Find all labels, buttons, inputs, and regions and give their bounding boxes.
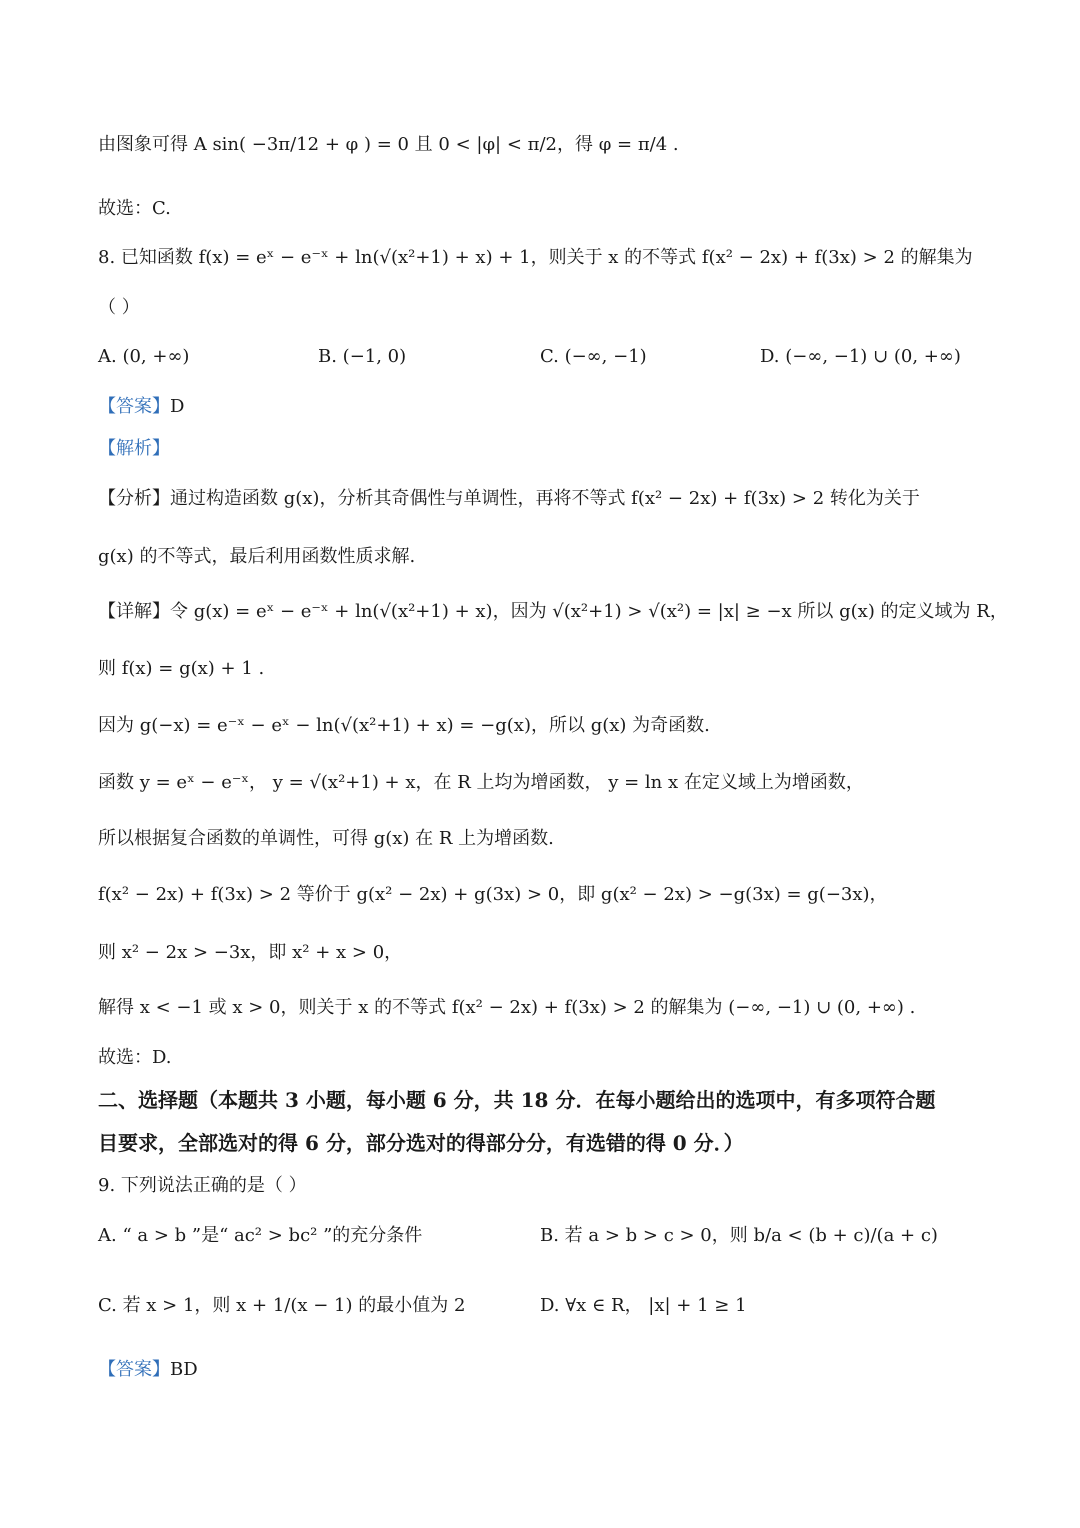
section2-heading-line1: 二、选择题（本题共 3 小题，每小题 6 分，共 18 分．在每小题给出的选项中，有多项符合题 xyxy=(98,1088,936,1112)
q8-xiangjie-line6: f(x² − 2x) + f(3x) > 2 等价于 g(x² − 2x) + g(3x) > 0，即 g(x² − 2x) > −g(3x) = g(−3x)， xyxy=(98,884,888,905)
q8-option-b: B. (−1, 0) xyxy=(318,346,407,367)
q8-xiangjie-line8: 解得 x < −1 或 x > 0，则关于 x 的不等式 f(x² − 2x) + f(3x) > 2 的解集为 (−∞, −1) ∪ (0, +∞) . xyxy=(98,997,916,1018)
q9-answer-line xyxy=(98,1358,1020,1382)
q8-xiangjie-line3: 因为 g(−x) = e⁻ˣ − eˣ − ln(√(x²+1) + x) = −g(x)，所以 g(x) 为奇函数. xyxy=(98,715,710,736)
answer-tag: 【答案】 xyxy=(98,1359,170,1380)
q8-paren: （ ） xyxy=(98,297,140,318)
xiangjie-tag: 【详解】 xyxy=(98,601,170,622)
q8-xiangjie-line2: 则 f(x) = g(x) + 1 . xyxy=(98,658,265,679)
q8-xiangjie-line7: 则 x² − 2x > −3x，即 x² + x > 0， xyxy=(98,942,403,963)
q9-option-c: C. 若 x > 1，则 x + 1/(x − 1) 的最小值为 2 xyxy=(98,1295,466,1316)
q8-fenxi-line2: g(x) 的不等式，最后利用函数性质求解. xyxy=(98,546,416,567)
q8-analysis-line xyxy=(98,437,1020,461)
q8-answer-line xyxy=(98,395,1020,419)
q8-xiangjie-line1 xyxy=(98,600,1020,624)
q8-xiangjie-line4: 函数 y = eˣ − e⁻ˣ， y = √(x²+1) + x，在 R 上均为增函数， y = ln x 在定义域上为增函数， xyxy=(98,772,864,793)
q9-stem: 9. 下列说法正确的是（ ） xyxy=(98,1175,307,1196)
q8-option-c: C. (−∞, −1) xyxy=(540,346,647,367)
prev-choose-line: 故选：C. xyxy=(98,198,171,219)
fenxi-tag: 【分析】 xyxy=(98,488,170,509)
q8-xiangjie-line5: 所以根据复合函数的单调性，可得 g(x) 在 R 上为增函数. xyxy=(98,828,554,849)
fenxi-text1: 通过构造函数 g(x)，分析其奇偶性与单调性，再将不等式 f(x² − 2x) + f(3x) > 2 转化为关于 xyxy=(170,488,920,509)
q8-option-d: D. (−∞, −1) ∪ (0, +∞) xyxy=(760,346,961,367)
prev-solution-line: 由图象可得 A sin( −3π/12 + φ ) = 0 且 0 < |φ| < π/2，得 φ = π/4 . xyxy=(98,134,679,155)
q8-choose-line: 故选：D. xyxy=(98,1047,172,1068)
q9-option-d: D. ∀x ∈ R， |x| + 1 ≥ 1 xyxy=(540,1295,747,1316)
answer-tag: 【答案】 xyxy=(98,396,170,417)
q8-fenxi-line1 xyxy=(98,487,1020,511)
q9-answer: BD xyxy=(170,1359,198,1380)
q8-answer: D xyxy=(170,396,185,417)
q8-stem: 8. 已知函数 f(x) = eˣ − e⁻ˣ + ln(√(x²+1) + x) + 1，则关于 x 的不等式 f(x² − 2x) + f(3x) > 2 的解集为 xyxy=(98,247,973,268)
q9-option-b: B. 若 a > b > c > 0，则 b/a < (b + c)/(a + c) xyxy=(540,1225,938,1246)
q9-option-a: A. “ a > b ”是“ ac² > bc² ”的充分条件 xyxy=(98,1225,423,1246)
q8-option-a: A. (0, +∞) xyxy=(98,346,190,367)
section2-heading-line2: 目要求，全部选对的得 6 分，部分选对的得部分分，有选错的得 0 分．） xyxy=(98,1131,744,1155)
analysis-tag: 【解析】 xyxy=(98,438,170,459)
xiangjie-text1: 令 g(x) = eˣ − e⁻ˣ + ln(√(x²+1) + x)，因为 √(x²+1) > √(x²) = |x| ≥ −x 所以 g(x) 的定义域为 R， xyxy=(170,601,1008,622)
